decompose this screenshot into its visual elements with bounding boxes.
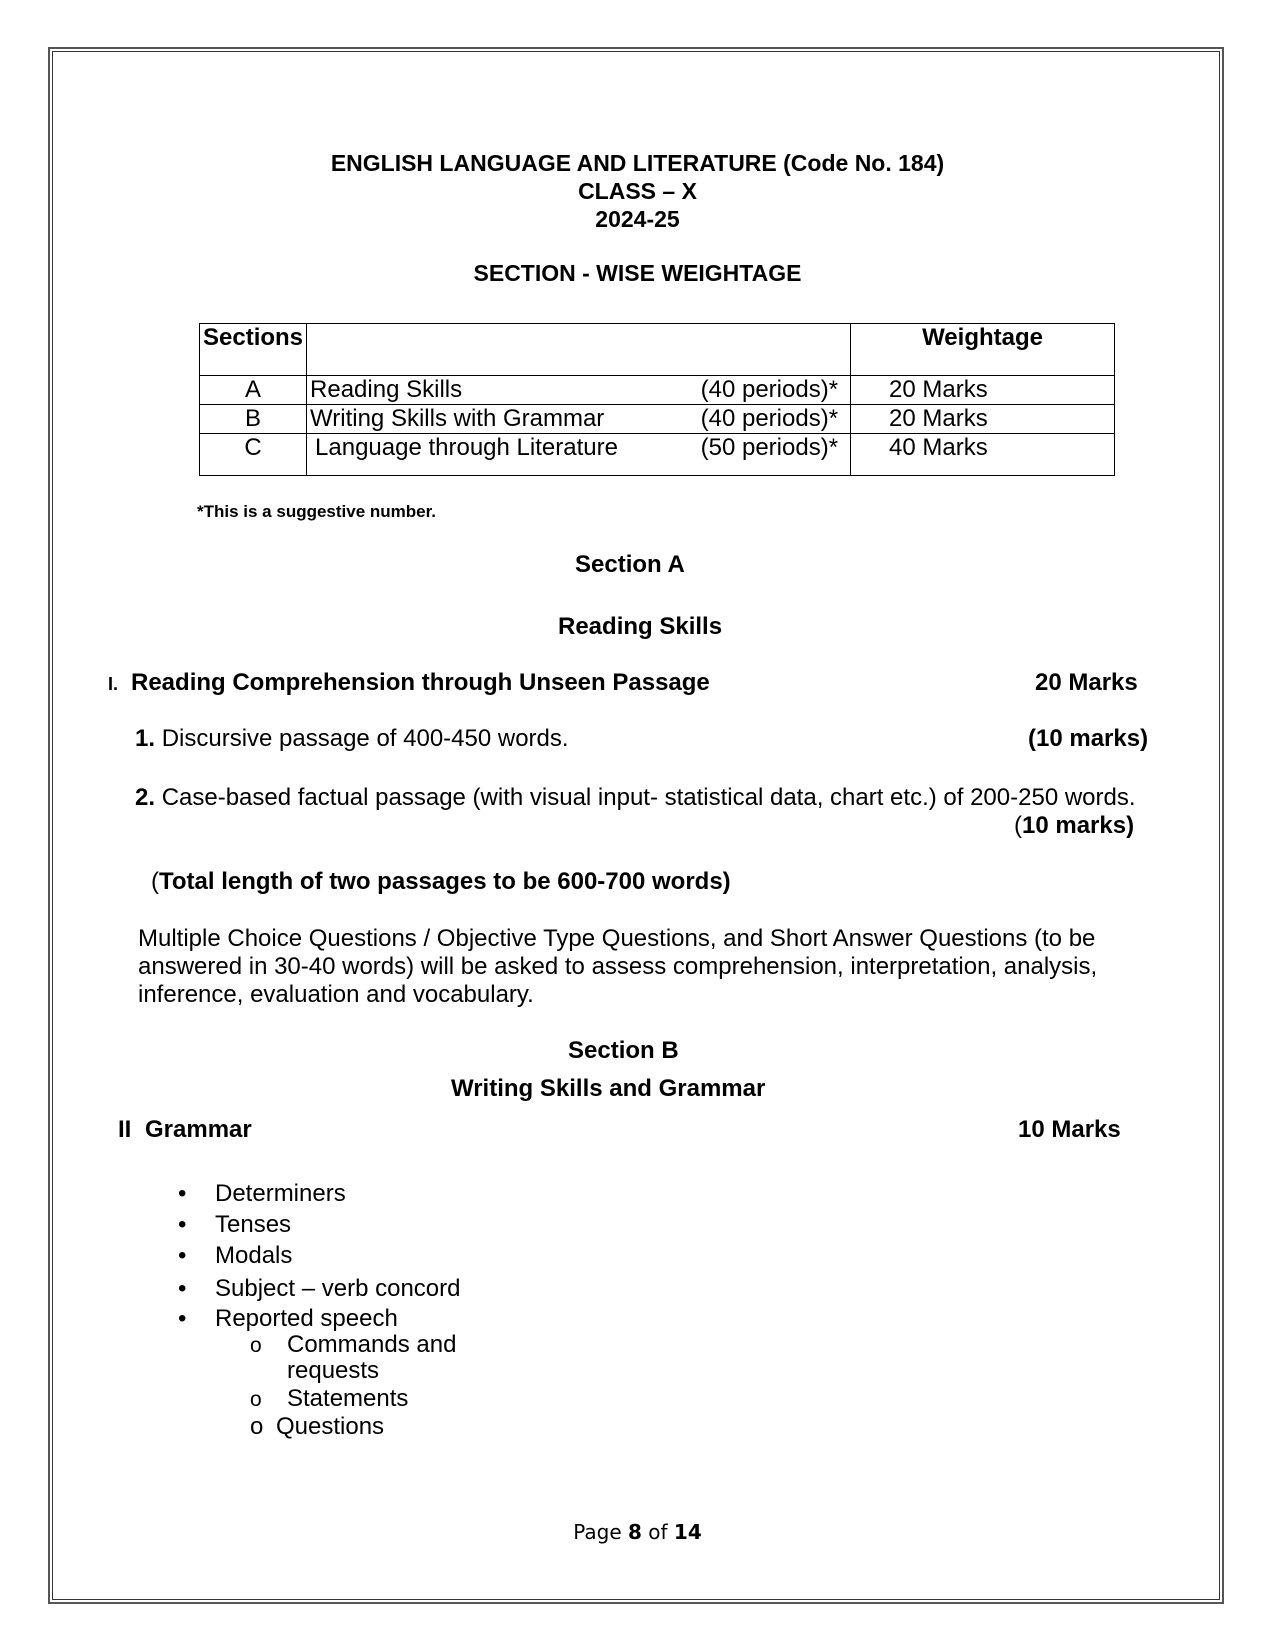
row-section: B: [200, 405, 307, 434]
section-a-description: [138, 925, 1097, 1009]
section-b-item-title: Grammar: [145, 1116, 252, 1143]
sub-item-commands: Commands and: [287, 1331, 457, 1358]
section-a-item-number: I.: [108, 674, 119, 694]
point-1: [135, 725, 569, 753]
section-a-item-title: Reading Comprehension through Unseen Passage: [131, 669, 710, 696]
section-b-title: Section B: [568, 1037, 679, 1064]
list-item-label: Tenses: [215, 1211, 292, 1238]
class-line: CLASS – X: [578, 178, 697, 204]
row-name: Writing Skills with Grammar: [310, 405, 605, 432]
point-2-number: 2.: [135, 784, 156, 811]
list-item: [170, 1275, 460, 1305]
point-2-marks: 10 marks): [1022, 812, 1135, 839]
sub-item-commands-cont: requests: [287, 1357, 380, 1384]
description-line: answered in 30-40 words) will be asked to assess comprehension, interpretation, analysis,: [138, 953, 1098, 980]
row-section: C: [200, 434, 307, 476]
description-line: Multiple Choice Questions / Objective Type Questions, and Short Answer Questions (to be: [138, 925, 1096, 952]
page-prefix: Page: [573, 1520, 628, 1544]
page-mid: of: [641, 1520, 674, 1544]
section-b-item-marks: 10 Marks: [1018, 1116, 1121, 1143]
sub-item-questions: Questions: [276, 1413, 385, 1440]
section-a-title: Section A: [575, 551, 685, 578]
bullet-icon: •: [178, 1305, 187, 1332]
header-blank: [307, 324, 851, 376]
total-length-text: Total length of two passages to be 600-700 words): [159, 868, 731, 895]
section-b-subtitle: Writing Skills and Grammar: [451, 1075, 766, 1102]
row-section: A: [200, 376, 307, 405]
grammar-topics-list: [170, 1180, 460, 1335]
bullet-icon: •: [178, 1180, 187, 1207]
sub-bullet-icon: o: [250, 1334, 262, 1357]
sub-bullet-icon: o: [250, 1413, 264, 1440]
page-number: [0, 1520, 1275, 1544]
sub-bullet-icon: o: [250, 1388, 262, 1411]
list-item-label: Reported speech: [215, 1305, 398, 1332]
row-marks: 20 Marks: [851, 376, 1115, 405]
section-b-item-number: II: [118, 1116, 132, 1143]
footnote: *This is a suggestive number.: [197, 502, 437, 521]
row-name: Reading Skills: [310, 376, 463, 403]
row-periods: (50 periods)*: [700, 434, 839, 461]
table-row: [200, 376, 1115, 405]
list-item: [170, 1242, 460, 1275]
page-total: 14: [673, 1520, 702, 1544]
list-item: [170, 1180, 460, 1211]
point-1-text: Discursive passage of 400-450 words.: [161, 725, 569, 752]
list-item-label: Subject – verb concord: [215, 1275, 461, 1302]
list-item-label: Determiners: [215, 1180, 346, 1207]
row-marks: 40 Marks: [851, 434, 1115, 476]
total-length-note: [151, 868, 731, 896]
bullet-icon: •: [178, 1211, 187, 1238]
list-item: [170, 1211, 460, 1242]
weightage-heading: SECTION - WISE WEIGHTAGE: [473, 260, 802, 286]
description-line: inference, evaluation and vocabulary.: [138, 981, 534, 1008]
header-sections: Sections: [200, 324, 307, 376]
point-1-number: 1.: [135, 725, 156, 752]
academic-year: 2024-25: [595, 206, 680, 232]
document-title: ENGLISH LANGUAGE AND LITERATURE (Code No. 184): [330, 150, 945, 176]
weightage-table: [199, 323, 1115, 476]
point-1-marks: (10 marks): [1028, 725, 1149, 752]
total-length-paren: (: [151, 868, 159, 895]
sub-item-statements: Statements: [287, 1385, 409, 1412]
row-marks: 20 Marks: [851, 405, 1115, 434]
table-header-row: [200, 324, 1115, 376]
bullet-icon: •: [178, 1275, 187, 1302]
section-a-item-marks: 20 Marks: [1035, 669, 1138, 696]
header-weightage: Weightage: [851, 324, 1115, 376]
point-2: [135, 784, 1136, 812]
row-name: Language through Literature: [315, 434, 618, 461]
row-periods: (40 periods)*: [700, 405, 839, 432]
row-name-cell: [307, 376, 851, 405]
point-2-text: Case-based factual passage (with visual input- statistical data, chart etc.) of 200-250 words.: [161, 784, 1136, 811]
row-name-cell: [307, 405, 851, 434]
list-item-label: Modals: [215, 1242, 293, 1269]
point-2-marks-paren: (: [1014, 812, 1022, 839]
table-row: [200, 405, 1115, 434]
bullet-icon: •: [178, 1242, 187, 1269]
row-periods: (40 periods)*: [700, 376, 839, 403]
point-2-marks-line: [1014, 812, 1134, 840]
page-current: 8: [628, 1520, 642, 1544]
row-name-cell: [307, 434, 851, 476]
section-a-subtitle: Reading Skills: [558, 613, 723, 640]
table-row: [200, 434, 1115, 476]
